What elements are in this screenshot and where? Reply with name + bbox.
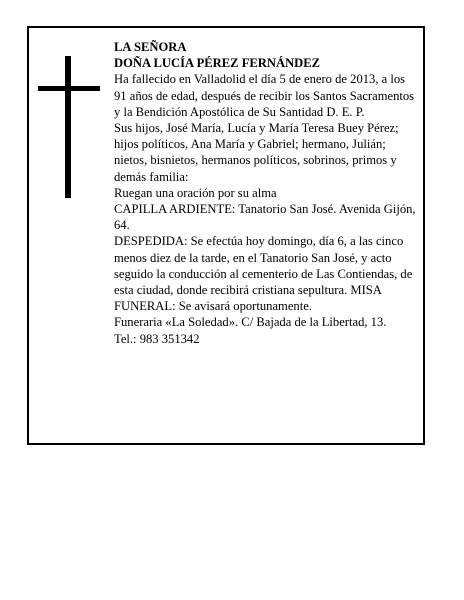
notice-title: LA SEÑORA <box>114 40 187 54</box>
funeral-home: Funeraria «La Soledad». C/ Bajada de la Libertad, 13. <box>114 315 387 330</box>
family-list: Sus hijos, José María, Lucía y María Teresa Buey Pérez; hijos políticos, Ana María y Gabriel; hermano, Julián; nietos, bisnietos, hermanos políticos, sobrinos, primos y demás familia: <box>114 121 399 184</box>
cross-vertical-bar <box>65 56 71 198</box>
cross-icon <box>38 56 100 198</box>
phone-number: Tel.: 983 351342 <box>114 331 200 346</box>
death-announcement: Ha fallecido en Valladolid el día 5 de enero de 2013, a los 91 años de edad, después de recibir los Santos Sacramentos y la Bendición Apostólica de Su Santidad D. E. P. <box>114 72 415 119</box>
deceased-name: DOÑA LUCÍA PÉREZ FERNÁNDEZ <box>114 56 321 71</box>
cross-horizontal-bar <box>38 86 100 91</box>
obituary-text <box>114 39 416 347</box>
prayer-request: Ruegan una oración por su alma <box>114 185 277 200</box>
farewell-info: DESPEDIDA: Se efectúa hoy domingo, día 6, a las cinco menos diez de la tarde, en el Tanatorio San José, y acto seguido la conducción al cementerio de Las Contiendas, de esta ciudad, donde recibirá cristiana sepultura. MISA FUNERAL: Se avisará oportunamente. <box>114 234 413 314</box>
chapel-info: CAPILLA ARDIENTE: Tanatorio San José. Avenida Gijón, 64. <box>114 202 416 233</box>
